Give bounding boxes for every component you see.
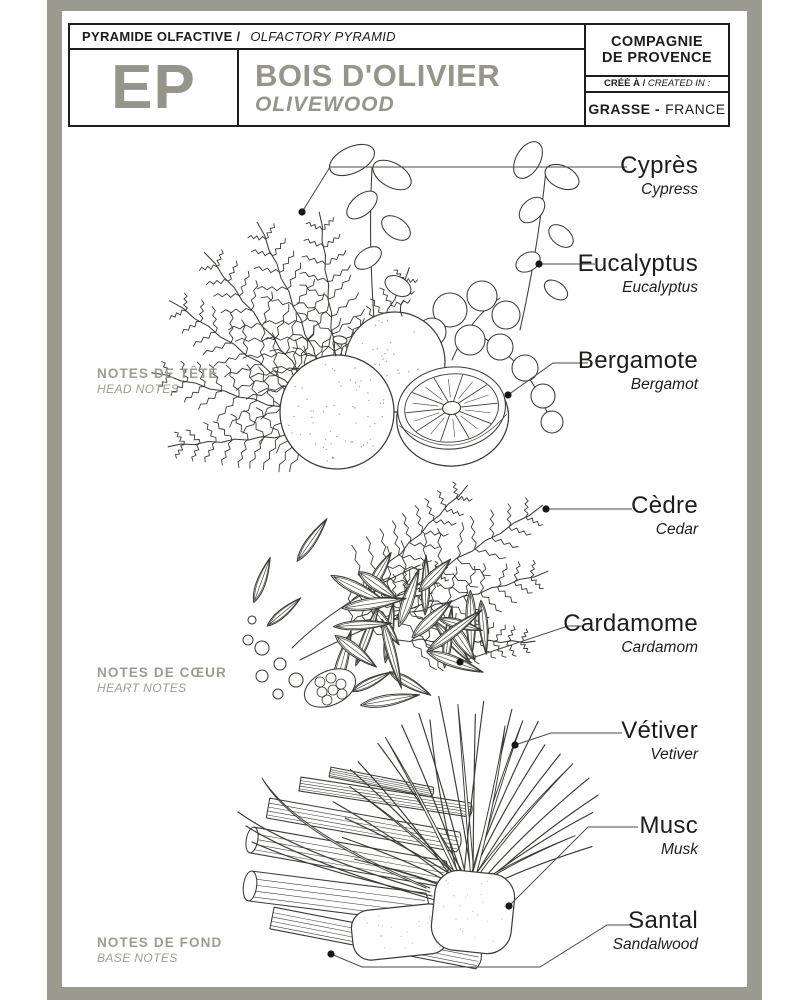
- product-title-block: [239, 50, 584, 125]
- brand-line1: COMPAGNIE: [611, 34, 703, 50]
- note-fr: Cyprès: [620, 152, 698, 179]
- header-left: [70, 25, 586, 125]
- brand-line2: DE PROVENCE: [602, 50, 712, 66]
- note-en: Vetiver: [650, 746, 698, 763]
- created-in-row: [586, 77, 728, 93]
- product-title-fr: BOIS D'OLIVIER: [255, 57, 501, 93]
- note-label-bergamote: [578, 348, 698, 394]
- note-fr: Cardamome: [563, 610, 698, 637]
- section-en: HEAD NOTES: [97, 382, 180, 396]
- section-label-heart-notes: [97, 665, 227, 695]
- note-en: Musk: [660, 841, 698, 858]
- note-en: Cypress: [641, 181, 698, 198]
- note-label-musc: [639, 813, 698, 859]
- note-label-eucalyptus: [578, 251, 698, 297]
- header-table: [68, 23, 730, 127]
- note-fr: Musc: [639, 812, 698, 839]
- pyramid-title-fr: PYRAMIDE OLFACTIVE /: [82, 29, 241, 44]
- note-fr: Cèdre: [631, 492, 698, 519]
- note-label-cedre: [631, 493, 698, 539]
- note-label-cardamome: [563, 611, 698, 657]
- note-fr: Bergamote: [577, 347, 698, 374]
- section-en: BASE NOTES: [97, 951, 178, 965]
- product-row: [70, 50, 584, 125]
- note-label-vetiver: [621, 718, 698, 764]
- pyramid-title-en: OLFACTORY PYRAMID: [250, 29, 396, 44]
- section-fr: NOTES DE CŒUR: [97, 665, 227, 680]
- header-right: [586, 25, 728, 125]
- note-en: Bergamot: [630, 376, 698, 393]
- note-en: Eucalyptus: [622, 279, 698, 296]
- note-en: Cardamom: [621, 639, 698, 656]
- note-fr: Santal: [628, 907, 698, 934]
- note-fr: Vétiver: [621, 717, 698, 744]
- origin-country: FRANCE: [665, 101, 726, 117]
- product-title-en: OLIVEWOOD: [255, 92, 395, 116]
- note-fr: Eucalyptus: [577, 250, 698, 277]
- created-in-en: CREATED IN :: [647, 78, 710, 89]
- section-fr: NOTES DE TÊTE: [97, 366, 219, 381]
- note-label-santal: [613, 908, 698, 954]
- note-en: Cedar: [655, 521, 698, 538]
- pyramid-title-row: [70, 25, 584, 50]
- note-en: Sandalwood: [612, 936, 698, 953]
- section-fr: NOTES DE FOND: [97, 935, 223, 950]
- section-label-head-notes: [97, 366, 219, 396]
- note-label-cypres: [620, 153, 698, 199]
- section-en: HEART NOTES: [97, 681, 187, 695]
- brand-name: [586, 25, 728, 77]
- origin-city: GRASSE -: [588, 101, 661, 117]
- section-label-base-notes: [97, 935, 222, 965]
- origin-row: [586, 93, 728, 125]
- brand-logo-monogram: EP: [70, 50, 239, 125]
- created-in-fr: CRÉÉ À /: [604, 78, 646, 89]
